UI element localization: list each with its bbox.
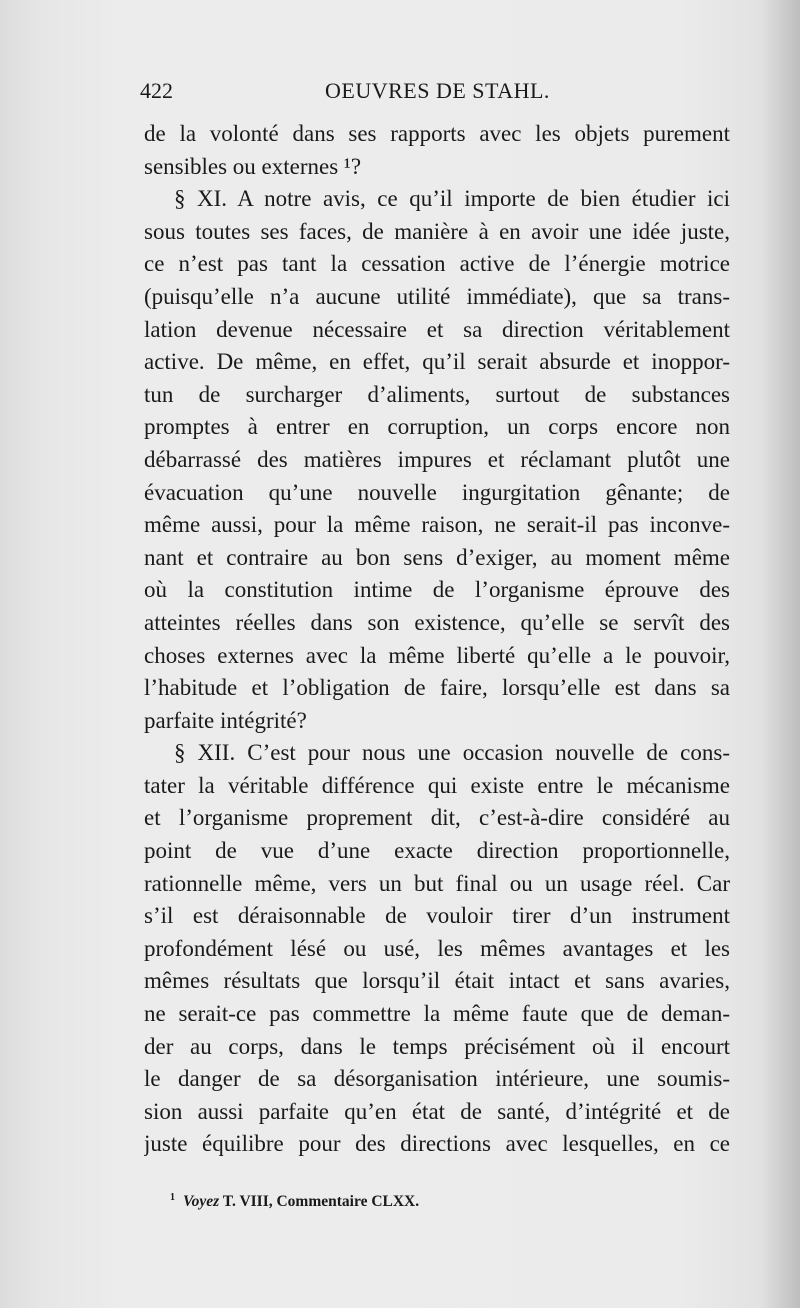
text-line: et l’organisme proprement dit, c’est-à-dire considéré au — [144, 805, 730, 831]
page-number: 422 — [140, 78, 173, 103]
text-line: s’il est déraisonnable de vouloir tirer d’un instrument — [144, 903, 730, 929]
text-line: débarrassé des matières impures et réclamant plutôt une — [144, 446, 730, 472]
text-line: tun de surcharger d’aliments, surtout de substances — [144, 381, 730, 407]
text-line: l’habitude et l’obligation de faire, lorsqu’elle est dans sa — [144, 675, 730, 701]
text-line: ne serait-ce pas commettre la même faute que de deman- — [144, 1001, 730, 1027]
text-line: mêmes résultats que lorsqu’il était intact et sans avaries, — [144, 968, 730, 994]
section-xii-line: § XII. C’est pour nous une occasion nouvelle de cons- — [174, 740, 730, 766]
footnote-marker: 1 — [170, 1192, 175, 1203]
text-line: lation devenue nécessaire et sa direction véritablement — [144, 316, 730, 342]
text-line: atteintes réelles dans son existence, qu’elle se servît des — [144, 609, 730, 635]
running-title: OEUVRES DE STAHL. — [325, 78, 550, 103]
text-line: de la volonté dans ses rapports avec les objets purement — [144, 121, 730, 146]
text-line: évacuation qu’une nouvelle ingurgitation gênante; de — [144, 479, 730, 505]
text-line: sous toutes ses faces, de manière à en avoir une idée juste, — [144, 218, 730, 244]
text-line: le danger de sa désorganisation intérieure, une soumis- — [144, 1066, 730, 1092]
section-xi-line: § XI. A notre avis, ce qu’il importe de bien étudier ici — [174, 186, 730, 212]
text-line: choses externes avec la même liberté qu’elle a le pouvoir, — [144, 642, 730, 668]
text-line: juste équilibre pour des directions avec lesquelles, en ce — [144, 1131, 730, 1157]
text-line: profondément lésé ou usé, les mêmes avantages et les — [144, 935, 730, 961]
text-line: der au corps, dans le temps précisément où il encourt — [144, 1033, 730, 1059]
text-line: active. De même, en effet, qu’il serait absurde et inoppor- — [144, 349, 730, 375]
text-line: où la constitution intime de l’organisme éprouve des — [144, 577, 730, 603]
text-line: nant et contraire au bon sens d’exiger, au moment même — [144, 544, 730, 570]
text-line: tater la véritable différence qui existe entre le mécanisme — [144, 772, 730, 798]
text-line: rationnelle même, vers un but final ou un usage réel. Car — [144, 870, 730, 896]
text-line: parfaite intégrité? — [144, 707, 307, 733]
text-line: sion aussi parfaite qu’en état de santé, d’intégrité et de — [144, 1098, 730, 1124]
text-line: sensibles ou externes ¹? — [144, 153, 362, 179]
text-line: point de vue d’une exacte direction proportionnelle, — [144, 838, 730, 864]
page-header — [140, 78, 730, 108]
text-line: ce n’est pas tant la cessation active de l’énergie motrice — [144, 251, 730, 277]
footnote-voyez: Voyez — [183, 1193, 220, 1211]
text-line: (puisqu’elle n’a aucune utilité immédiate), que sa trans- — [144, 283, 730, 309]
footnote-text: T. VIII, Commentaire CLXX. — [222, 1193, 420, 1211]
body-text — [144, 118, 730, 1161]
footnote — [170, 1192, 730, 1211]
text-line: même aussi, pour la même raison, ne serait-il pas inconve- — [144, 512, 730, 538]
text-line: promptes à entrer en corruption, un corps encore non — [144, 414, 730, 440]
